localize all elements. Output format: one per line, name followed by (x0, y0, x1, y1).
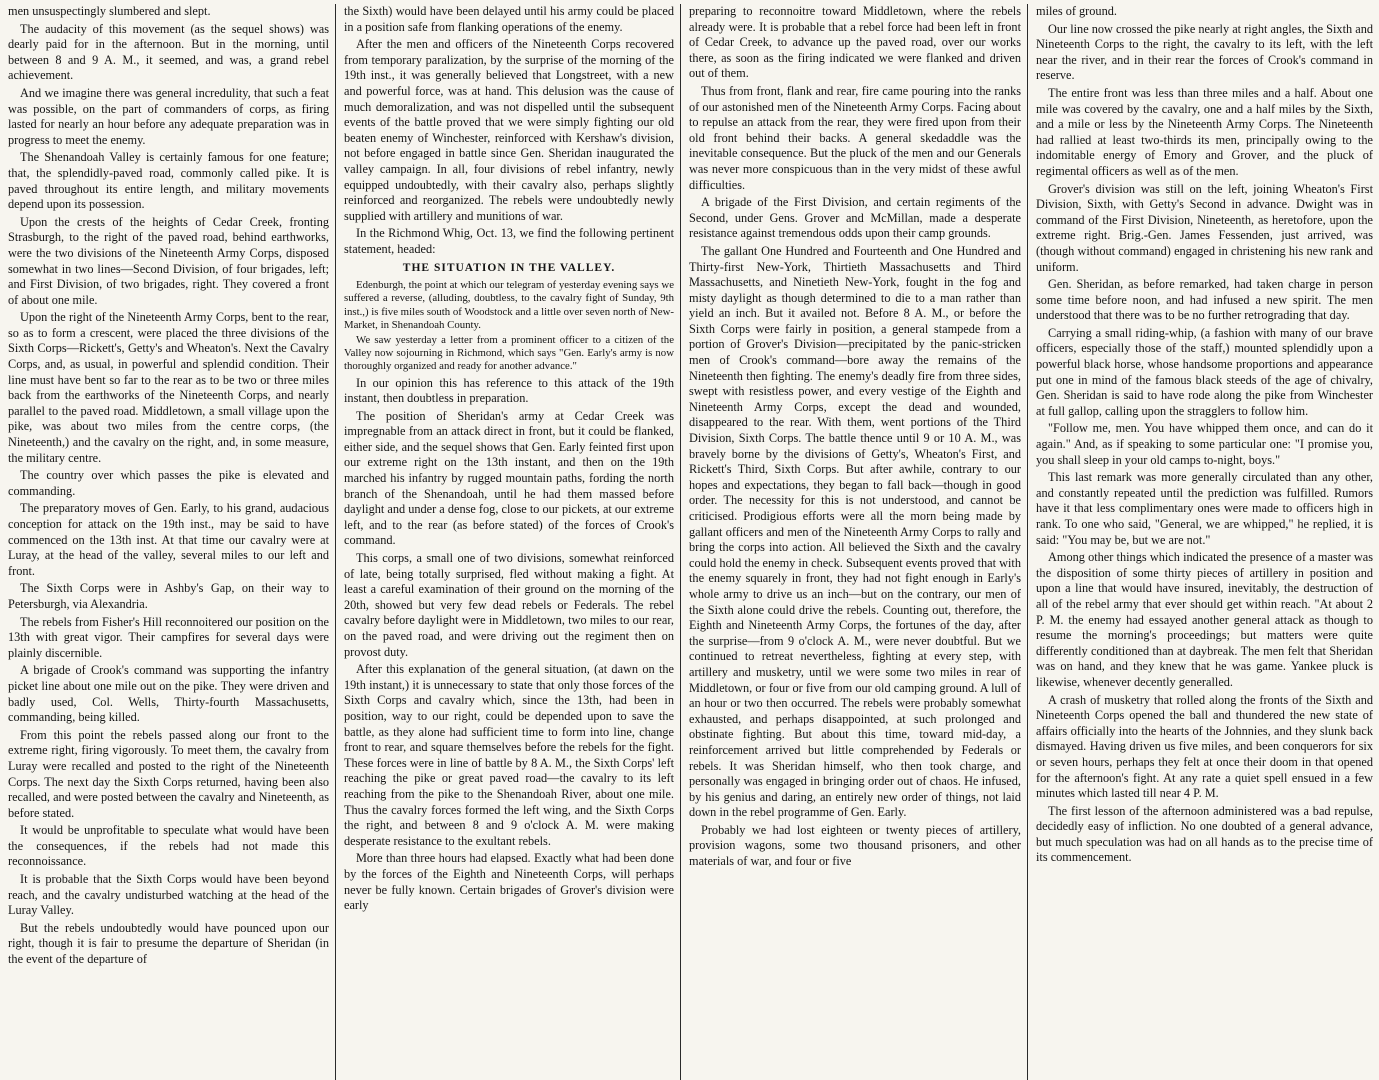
column-1 (0, 4, 335, 1080)
article-paragraph: The first lesson of the afternoon administered was a bad repulse, decidedly easy of infliction. No one doubted of a general advance, but much speculation was had on all hands as to the precise time of its commencement. (1036, 803, 1373, 865)
article-paragraph: The position of Sheridan's army at Cedar Creek was impregnable from an attack direct in front, but it could be flanked, either side, and the sequel shows that Gen. Early feinted first upon our extreme right on the 13th instant, and then on the 19th marched his infantry by rugged mountain paths, fording the north branch of the Shenandoah, until he had them massed before daylight and under a dense fog, close to our pickets, at our extreme left, and to the rear (as before stated) of the forces of Crook's command. (344, 408, 674, 548)
article-paragraph: More than three hours had elapsed. Exactly what had been done by the forces of the Eighth and Nineteenth Corps, will perhaps never be fully known. Certain brigades of Grover's division were early (344, 851, 674, 913)
article-paragraph: In the Richmond Whig, Oct. 13, we find the following pertinent statement, headed: (344, 226, 674, 256)
article-paragraph: The audacity of this movement (as the sequel shows) was dearly paid for in the afternoon. But in the morning, until between 8 and 9 A. M., it seemed, and was, a grand rebel achievement. (8, 21, 329, 83)
article-paragraph: A crash of musketry that rolled along the fronts of the Sixth and Nineteenth Corps opened the ball and thundered the new state of affairs officially into the hearts of the Johnnies, and they slunk back dismayed. Having driven us five miles, and been conquerors for six or seven hours, perhaps they felt at once their doom in that opened for the afternoon's fight. At any rate a quiet spell ensued in a few minutes which lasted till near 4 P. M. (1036, 692, 1373, 801)
article-paragraph: preparing to reconnoitre toward Middletown, where the rebels already were. It is probable that a rebel force had been left in front of Cedar Creek, to advance up the paved road, over our works there, as soon as the firing indicated we were flanked and driven out of them. (689, 4, 1021, 81)
article-paragraph: We saw yesterday a letter from a prominent officer to a citizen of the Valley now sojourning in Richmond, which says "Gen. Early's army is now thoroughly organized and ready for another advance." (344, 333, 674, 373)
article-paragraph: men unsuspectingly slumbered and slept. (8, 4, 211, 18)
article-paragraph: And we imagine there was general incredulity, that such a feat was possible, on the part of commanders of corps, as firing lasted for nearly an hour before any adequate preparation was in progress to meet the enemy. (8, 85, 329, 147)
article-paragraph: The preparatory moves of Gen. Early, to his grand, audacious conception for attack on the 19th inst., may be said to have commenced on the 13th inst. At that time our cavalry were at Luray, at the head of the valley, several miles to our left and front. (8, 501, 329, 578)
article-paragraph: miles of ground. (1036, 4, 1117, 18)
article-paragraph: The entire front was less than three miles and a half. About one mile was covered by the cavalry, one and a half miles by the Sixth, and a mile or less by the Nineteenth Army Corps. The Nineteenth had rallied at least two-thirds its men, principally owing to the indomitable energy of Emory and Grover, and the pluck of regimental officers as well as of the men. (1036, 85, 1373, 178)
article-paragraph: It would be unprofitable to speculate what would have been the consequences, if the rebels had not made this reconnoissance. (8, 823, 329, 869)
article-paragraph: In our opinion this has reference to this attack of the 19th instant, then doubtless in preparation. (344, 375, 674, 406)
article-paragraph: This last remark was more generally circulated than any other, and constantly repeated until the prediction was fulfilled. Rumors have it that less complimentary ones were made to officers high in rank. To one who said, "General, we are whipped," he replied, it is said: "You may be, but we are not." (1036, 470, 1373, 547)
article-paragraph: The rebels from Fisher's Hill reconnoitered our position on the 13th with great vigor. Their campfires for several days were plainly discernible. (8, 614, 329, 660)
article-paragraph: Upon the right of the Nineteenth Army Corps, bent to the rear, so as to form a crescent, were placed the three divisions of the Sixth Corps—Rickett's, Getty's and Wheaton's. Next the Cavalry Corps, and, as usual, in powerful and splendid condition. Their line must have bent so far to the rear as to be two or three miles back from the earthworks of the Nineteenth Corps, and nearly parallel to the paved road. Middletown, a small village upon the pike, was about two miles from the centre corps, (the Nineteenth,) and the cavalry on the right, and, in some measure, the military centre. (8, 310, 329, 465)
column-4 (1027, 4, 1379, 1080)
article-paragraph: the Sixth) would have been delayed until his army could be placed in a position safe from flanking operations of the enemy. (344, 4, 674, 34)
column-2 (335, 4, 680, 1080)
article-paragraph: A brigade of Crook's command was supporting the infantry picket line about one mile out on the pike. They were driven and badly used, Col. Wells, Thirty-fourth Massachusetts, commanding, being killed. (8, 663, 329, 725)
article-paragraph: The gallant One Hundred and Fourteenth and One Hundred and Thirty-first New-York, Thirtieth Massachusetts and Third Massachusetts, and Ninetieth New-York, fought in the fog and misty daylight as though determined to die to a man rather than yield an inch. But it availed not. Before 8 A. M., or before the Sixth Corps were fairly in position, a general stampede from a portion of Grover's Division—precipitated by the panic-stricken men of Crook's command—bore away the remains of the Nineteenth then fighting. The enemy's deadly fire from three sides, swept with resistless power, and every vestige of the Eighth and Nineteenth Army Corps, except the dead and wounded, disappeared to the rear. With them, went portions of the Third Division, Sixth Corps. The battle thence until 9 or 10 A. M., was bravely borne by the divisions of Getty's, Wheaton's First, and Rickett's Third, Sixth Corps. But after awhile, contrary to our hopes and expectations, they began to fall back—though in good order. The necessity for this is not understood, and cannot be criticised. Prodigious efforts were all the morn being made by gallant officers and men of the Nineteenth Army Corps to rally and bring the corps into action. All believed the Sixth and the cavalry could hold the enemy in check. Subsequent events proved that with the enemy squarely in front, they had not fight enough in Early's whole army to drive us an inch—but on the contrary, our men of the Sixth alone could drive the rebels. Counting out, therefore, the Eighth and Nineteenth Army Corps, the fortunes of the day, after the surprise—from 9 o'clock A. M., were never doubtful. But we continued to retreat nevertheless, fighting at every step, with artillery and musketry, until we were some two miles in rear of Middletown, or four or five from our old camping ground. A lull of an hour or two then occurred. The rebels were probably somewhat exhausted, and perhaps disappointed, at such prolonged and obstinate fighting. But about this time, toward mid-day, a reinforcement arrived but little comprehended by Federals or rebels. It was Sheridan himself, who then took charge, and personally was engaged in bringing order out of chaos. He infused, by his genius and daring, an entirely new order of things, not laid down in the rebel programme of Gen. Early. (689, 243, 1021, 820)
article-paragraph: A brigade of the First Division, and certain regiments of the Second, under Gens. Grover and McMillan, made a desperate resistance against tremendous odds upon their camp grounds. (689, 195, 1021, 241)
article-paragraph: From this point the rebels passed along our front to the extreme right, firing vigorously. To meet them, the cavalry from Luray were recalled and posted to the right of the Nineteenth Corps. The next day the Sixth Corps returned, having been also recalled, and were posted between the cavalry and Nineteenth, as before stated. (8, 727, 329, 820)
article-paragraph: "Follow me, men. You have whipped them once, and can do it again." And, as if speaking to some particular one: "I promise you, you shall sleep in your old camps to-night, boys." (1036, 421, 1373, 467)
article-paragraph: It is probable that the Sixth Corps would have been beyond reach, and the cavalry undisturbed watching at the head of the Luray Valley. (8, 872, 329, 918)
article-paragraph: Carrying a small riding-whip, (a fashion with many of our brave officers, especially those of the staff,) mounted splendidly upon a powerful black horse, whose handsome proportions and appearance put one in mind of the famous black steeds of the age of chivalry, Gen. Sheridan is said to have rode along the pike from Winchester at full gallop, calling upon the stragglers to follow him. (1036, 325, 1373, 418)
article-paragraph: This corps, a small one of two divisions, somewhat reinforced of late, being totally surprised, fled without making a fight. At least a careful examination of their ground on the morning of the 20th, showed but very few dead rebels or Federals. The rebel cavalry before daylight were in Middletown, two miles to our rear, on the paved road, and were driving out the regiment then on provost duty. (344, 551, 674, 659)
article-paragraph: Probably we had lost eighteen or twenty pieces of artillery, provision wagons, some two thousand prisoners, and other materials of war, and four or five (689, 822, 1021, 869)
article-paragraph: The Sixth Corps were in Ashby's Gap, on their way to Petersburgh, via Alexandria. (8, 581, 329, 611)
article-paragraph: Our line now crossed the pike nearly at right angles, the Sixth and Nineteenth Corps to the right, the cavalry to its left, with the left near the river, and in their rear the forces of Crook's command in reserve. (1036, 21, 1373, 83)
article-paragraph: After the men and officers of the Nineteenth Corps recovered from temporary paralization, by the surprise of the morning of the 19th inst., it was generally believed that Longstreet, with a new and powerful force, was at hand. This delusion was the cause of much demoralization, and was not dispelled until the subsequent events of the battle proved that we were simply fighting our old beaten enemy of Winchester, reinforced with Kershaw's division, not before engaged in battle since Gen. Sheridan inaugurated the valley campaign. In all, four divisions of rebel infantry, newly equipped undoubtedly, with their cavalry also, perhaps slightly reinforced and reorganized. The rebels were undoubtedly newly supplied with artillery and munitions of war. (344, 37, 674, 223)
article-paragraph: Among other things which indicated the presence of a master was the disposition of some thirty pieces of artillery in position and upon a line that would have insured, inevitably, the destruction of all of the rebel army that ever should get within reach. "At about 2 P. M. the enemy had essayed another general attack as though to resume the morning's proceedings; but matters were quite differently conditioned than at daybreak. The men felt that Sheridan was on hand, and they knew that he was game. Yankee pluck is likewise, whenever decently generalled. (1036, 550, 1373, 689)
article-paragraph: Thus from front, flank and rear, fire came pouring into the ranks of our astonished men of the Nineteenth Army Corps. Facing about to repulse an attack from the rear, they were fired upon from their old front behind their backs. A general skedaddle was the inevitable consequence. But the pluck of the men and our Generals was never more conspicuous than in the very midst of these awful difficulties. (689, 83, 1021, 192)
article-paragraph: Edenburgh, the point at which our telegram of yesterday evening says we suffered a reverse, (alluding, doubtless, to the cavalry fight of Sunday, 9th inst.,) is five miles south of Woodstock and a little over seven north of New-Market, in Shenandoah County. (344, 279, 674, 331)
article-paragraph: But the rebels undoubtedly would have pounced upon our right, though it is fair to presume the departure of Sheridan (in the event of the departure of (8, 920, 329, 967)
section-heading: THE SITUATION IN THE VALLEY. (402, 261, 616, 274)
article-paragraph: Grover's division was still on the left, joining Wheaton's First Division, Sixth, with Getty's Second in advance. Dwight was in command of the First Division, Nineteenth, as heretofore, upon the extreme right. Brig.-Gen. James Fessenden, just arrived, was (though without command) engaged in christening his new rank and uniform. (1036, 181, 1373, 274)
article-paragraph: After this explanation of the general situation, (at dawn on the 19th instant,) it is unnecessary to state that only those forces of the Sixth Corps and cavalry which, since the 13th, had been in position, way to our right, could be depended upon to save the battle, as they alone had sufficient time to form into line, change front to rear, and square themselves before the rebels for the fight. These forces were in line of battle by 8 A. M., the Sixth Corps' left reaching the pike or great paved road—the cavalry to its left reaching from the pike to the Shenandoah River, about one mile. Thus the cavalry forces formed the left wing, and the Sixth Corps the right, and between 8 and 9 o'clock A. M. were making desperate resistance to the exultant rebels. (344, 662, 674, 848)
article-paragraph: Gen. Sheridan, as before remarked, had taken charge in person some time before noon, and had infused a new spirit. The men understood that there was to be no further retrograding that day. (1036, 277, 1373, 323)
column-3 (680, 4, 1027, 1080)
article-paragraph: The Shenandoah Valley is certainly famous for one feature; that, the splendidly-paved road, commonly called pike. It is paved throughout its entire length, and military movements depend upon its possession. (8, 150, 329, 212)
article-paragraph: The country over which passes the pike is elevated and commanding. (8, 468, 329, 498)
article-paragraph: Upon the crests of the heights of Cedar Creek, fronting Strasburgh, to the right of the paved road, behind earthworks, were the two divisions of the Nineteenth Army Corps, disposed somewhat in two lines—Second Division, of four brigades, left; and First Division, of two brigades, right. They covered a front of about one mile. (8, 214, 329, 307)
